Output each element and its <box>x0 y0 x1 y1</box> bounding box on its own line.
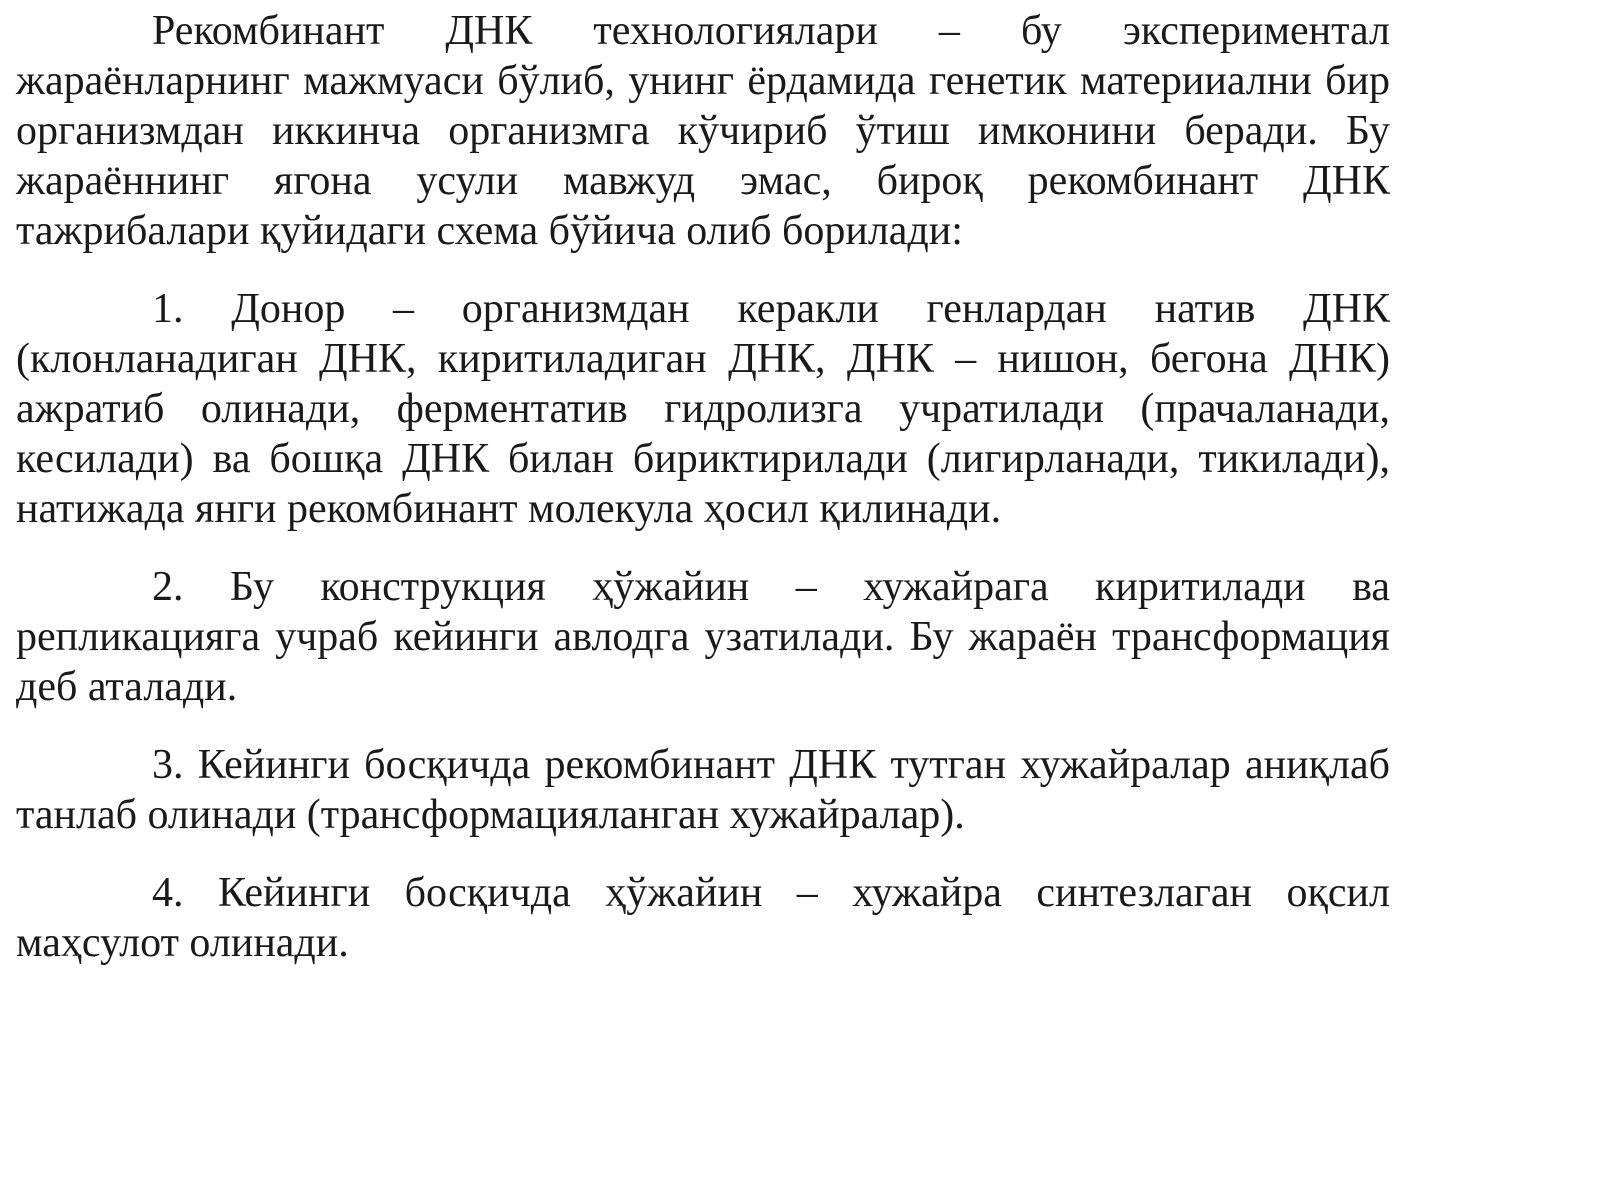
step-2-paragraph: 2. Бу конструкция ҳўжайин – хужайрага киритилади ва репликацияга учраб кейинги авлодга узатилади. Бу жараён трансформация деб аталади. <box>16 564 1390 710</box>
step-4-paragraph: 4. Кейинги босқичда ҳўжайин – хужайра синтезлаган оқсил маҳсулот олинади. <box>16 870 1390 966</box>
intro-paragraph: Рекомбинант ДНК технологиялари – бу экспериментал жараёнларнинг мажмуаси бўлиб, унинг ёрдамида генетик материиални бир организмдан иккинча организмга кўчириб ўтиш имконини беради. Бу жараённинг ягона усули мавжуд эмас, бироқ рекомбинант ДНК тажрибалари қуйидаги схема бўйича олиб борилади: <box>16 8 1390 254</box>
document-page <box>16 6 1390 968</box>
step-3-paragraph: 3. Кейинги босқичда рекомбинант ДНК тутган хужайралар аниқлаб танлаб олинади (трансформацияланган хужайралар). <box>16 742 1390 838</box>
step-1-paragraph: 1. Донор – организмдан керакли генлардан натив ДНК (клонланадиган ДНК, киритиладиган ДНК, ДНК – нишон, бегона ДНК) ажратиб олинади, ферментатив гидролизга учратилади (прачаланади, кесилади) ва бошқа ДНК билан бириктирилади (лигирланади, тикилади), натижада янги рекомбинант молекула ҳосил қилинади. <box>16 286 1390 532</box>
